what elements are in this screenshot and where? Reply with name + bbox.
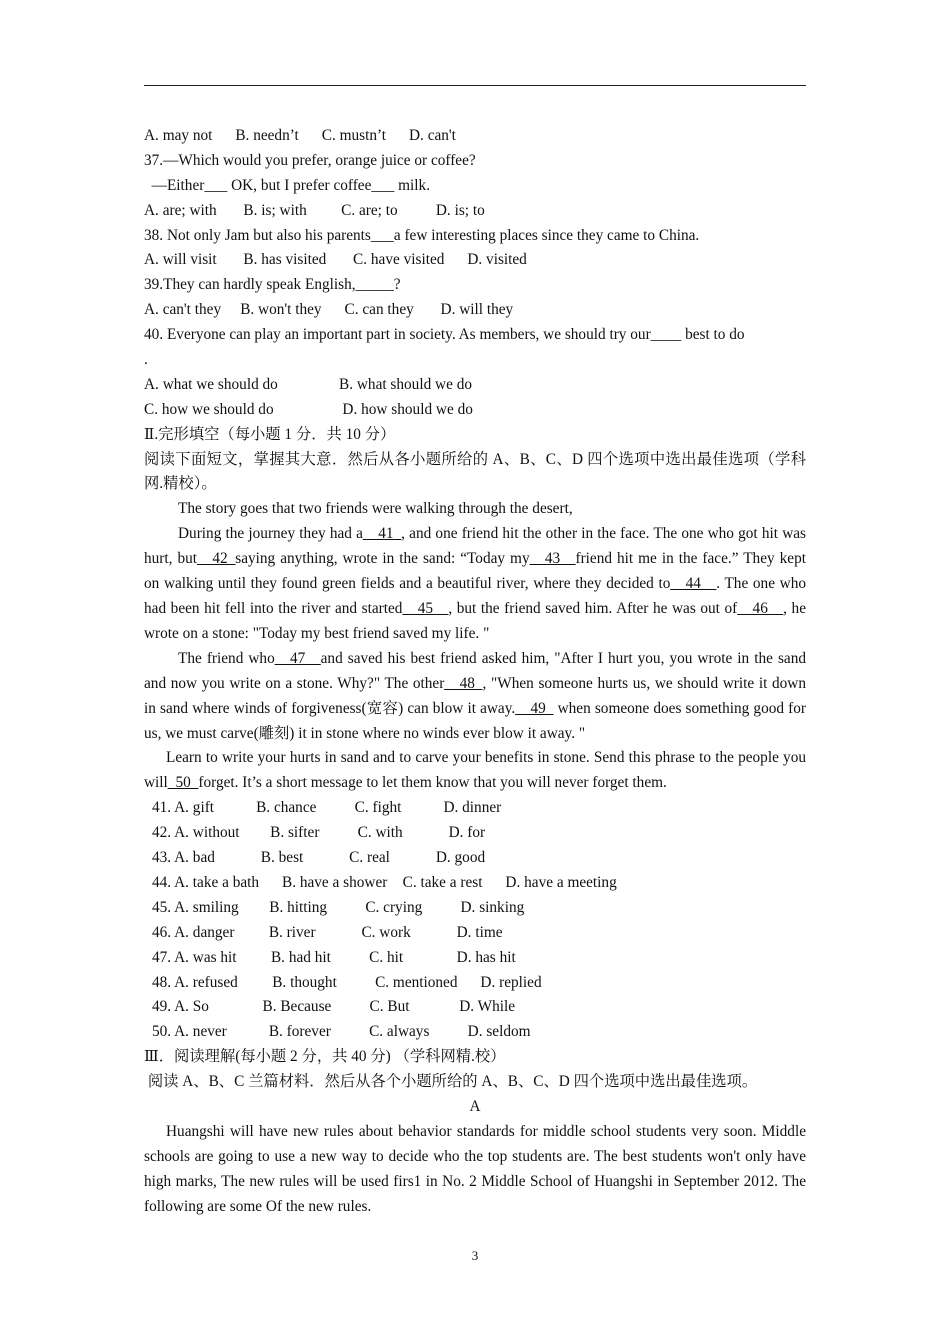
passage-paragraph-3: The friend who__47__and saved his best friend asked him, "After I hurt you, you wrote in the sand and now you write on a stone. Why?" The other__48_, "When someone hurts us, we should write it down in sand where winds of forgiveness(宽容) can blow it away.__49_ when someone does something good for us, we must carve(雕刻) it in stone where no winds ever blow it away. " [144, 649, 806, 742]
part-a-label: A [469, 1097, 481, 1115]
blank-48: __48_, [444, 674, 487, 692]
q37-options: A. are; with B. is; with C. are; to D. is; to [144, 201, 485, 219]
q40-options-2: C. how we should do D. how should we do [144, 400, 473, 418]
cloze-option-49: 49. A. So B. Because C. But D. While [152, 998, 516, 1016]
cloze-option-43: 43. A. bad B. best C. real D. good [152, 849, 486, 867]
cloze-option-48: 48. A. refused B. thought C. mentioned D. replied [152, 973, 542, 991]
q40-question: 40. Everyone can play an important part in society. As members, we should try our____ best to do [144, 326, 745, 344]
q37-question-line2: —Either___ OK, but I prefer coffee___ milk. [144, 176, 431, 194]
q39-options: A. can't they B. won't they C. can they D. will they [144, 301, 514, 319]
passage-paragraph-2: During the journey they had a__41_, and one friend hit the other in the face. The one who got hit was hurt, but__42_saying anything, wrote in the sand: “Today my__43__friend hit me in the face.” They kept on walking until they found green fields and a beautiful river, where they decided to__44__. The one who had been hit fell into the river and started__45__, but the friend saved him. After he was out of__46__, he wrote on a stone: "Today my best friend saved my life. " [144, 525, 806, 642]
q37-question: 37.—Which would you prefer, orange juice or coffee? [144, 151, 476, 169]
page-number: 3 [471, 1248, 479, 1263]
cloze-option-41: 41. A. gift B. chance C. fight D. dinner [152, 799, 502, 817]
cloze-option-46: 46. A. danger B. river C. work D. time [152, 923, 503, 941]
q38-options: A. will visit B. has visited C. have visited D. visited [144, 251, 527, 269]
blank-42: __42_ [197, 550, 236, 568]
blank-46: __46__ [737, 600, 784, 618]
blank-45: __45__ [402, 600, 449, 618]
cloze-option-42: 42. A. without B. sifter C. with D. for [152, 824, 486, 842]
part-a-paragraph: Huangshi will have new rules about behavior standards for middle school students very soon. Middle schools are going to use a new way to decide who the top students are. The best students won't only have high marks, The new rules will be used firs1 in No. 2 Middle School of Huangshi in September 2012. The following are some Of the new rules. [144, 1122, 806, 1215]
page-content [144, 124, 806, 1219]
header-rule [144, 85, 806, 86]
q40-options-1: A. what we should do B. what should we do [144, 375, 473, 393]
passage-paragraph-4: Learn to write your hurts in sand and to carve your benefits in stone. Send this phrase to the people you will_50_forget. It’s a short message to let them know that you will never forget them. [144, 749, 806, 792]
cloze-option-44: 44. A. take a bath B. have a shower C. take a rest D. have a meeting [152, 873, 617, 891]
q36-options: A. may not B. needn’t C. mustn’t D. can't [144, 127, 456, 144]
cloze-option-47: 47. A. was hit B. had hit C. hit D. has hit [152, 948, 516, 966]
blank-44: __44__ [670, 575, 717, 593]
cloze-option-45: 45. A. smiling B. hitting C. crying D. sinking [152, 898, 525, 916]
section2-title: Ⅱ.完形填空（每小题 1 分．共 10 分） [144, 425, 396, 443]
section3-instructions: 阅读 A、B、C 兰篇材料．然后从各个小题所给的 A、B、C、D 四个选项中选出最佳选项。 [144, 1073, 758, 1091]
blank-49: __49_ [515, 699, 554, 717]
section3-title: Ⅲ．阅读理解(每小题 2 分，共 40 分) （学科网精.校） [144, 1048, 506, 1066]
blank-47: __47__ [274, 649, 321, 667]
blank-43: __43__ [529, 550, 576, 568]
q40-question-cont: . [144, 351, 148, 369]
blank-50: _50_ [167, 774, 199, 792]
q38-question: 38. Not only Jam but also his parents___a few interesting places since they came to China. [144, 226, 700, 244]
cloze-option-50: 50. A. never B. forever C. always D. seldom [152, 1023, 531, 1041]
blank-41: __41_ [362, 525, 402, 543]
q39-question: 39.They can hardly speak English,_____? [144, 276, 401, 294]
passage-paragraph-1: The story goes that two friends were walking through the desert, [178, 500, 573, 518]
section2-instructions: 阅读下面短文，掌握其大意．然后从各小题所给的 A、B、C、D 四个选项中选出最佳选项（学科网.精校）。 [144, 450, 806, 493]
